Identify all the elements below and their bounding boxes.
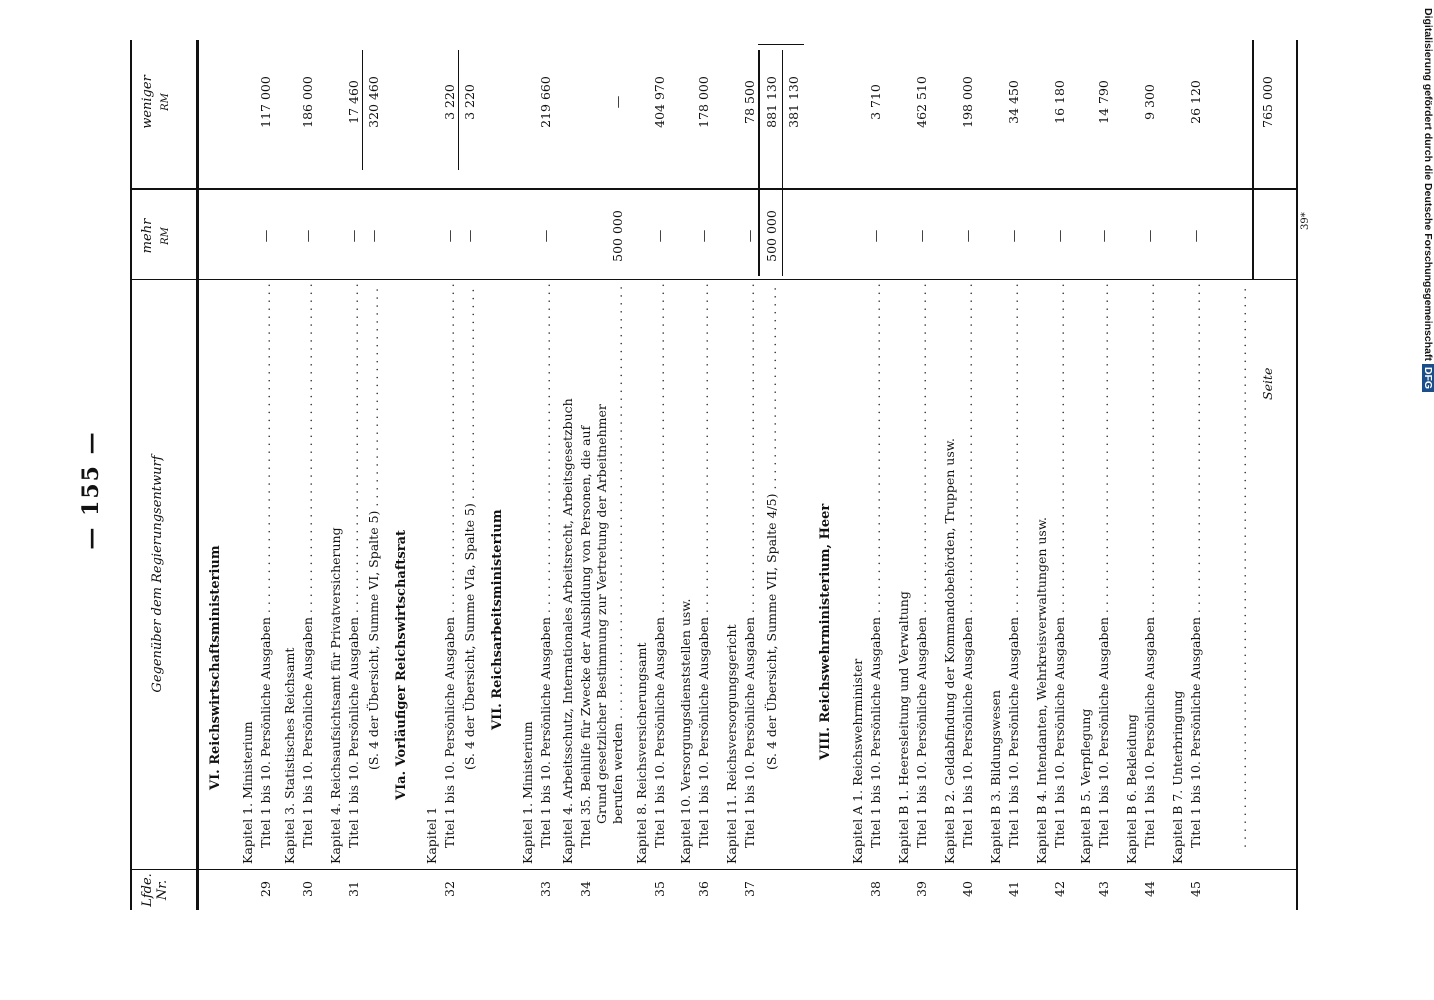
table-row bbox=[652, 0, 668, 1000]
seite-label: Seite bbox=[1260, 367, 1275, 400]
table-row bbox=[282, 0, 298, 1000]
mehr-value: — bbox=[1096, 229, 1111, 243]
weniger-value: 198 000 bbox=[960, 76, 975, 128]
table-row bbox=[1006, 0, 1022, 1000]
mehr-value: — bbox=[652, 229, 667, 243]
lfd-number: 30 bbox=[300, 881, 315, 897]
weniger-value: 117 000 bbox=[258, 76, 273, 128]
section-heading-via: VIa. Vorläufiger Reichswirtschaftsrat bbox=[394, 529, 409, 800]
table-row bbox=[724, 0, 740, 1000]
header-rule bbox=[196, 40, 199, 910]
kapitel-label: Kapitel 11. Reichsversorgungsgericht bbox=[724, 624, 739, 864]
lfd-number: 37 bbox=[742, 881, 757, 897]
balance-bracket bbox=[758, 44, 804, 45]
table-row bbox=[346, 0, 362, 1000]
lfd-number: 43 bbox=[1096, 881, 1111, 897]
titel-label: Titel 1 bis 10. Persönliche Ausgaben . . . bbox=[914, 284, 929, 848]
sum-row bbox=[366, 0, 382, 1000]
mehr-value: — bbox=[462, 229, 477, 243]
weniger-header: weniger bbox=[140, 75, 155, 129]
mehr-value: 500 000 bbox=[764, 210, 779, 262]
footnote-marker: 39* bbox=[1300, 212, 1311, 230]
total-rule bbox=[1252, 40, 1254, 280]
titel-label: Titel 1 bis 10. Persönliche Ausgaben . . . bbox=[258, 284, 273, 848]
weniger-value: 186 000 bbox=[300, 76, 315, 128]
total-row bbox=[1260, 0, 1276, 1000]
weniger-value: 3 220 bbox=[462, 84, 477, 120]
lfd-number: 33 bbox=[538, 881, 553, 897]
table-row bbox=[1142, 0, 1158, 1000]
table-row bbox=[560, 0, 576, 1000]
titel-label: Titel 1 bis 10. Persönliche Ausgaben . . . bbox=[1096, 284, 1111, 848]
lfd-number: 29 bbox=[258, 881, 273, 897]
kapitel-label: Kapitel B 4. Intendanten, Wehrkreisverwaltungen usw. bbox=[1034, 516, 1049, 864]
weniger-value: 320 460 bbox=[366, 76, 381, 128]
lfd-number: 42 bbox=[1052, 881, 1067, 897]
titel-label: Titel 1 bis 10. Persönliche Ausgaben . . . bbox=[346, 284, 361, 848]
sum-rule bbox=[362, 50, 363, 170]
kapitel-label: Kapitel B 6. Bekleidung bbox=[1124, 714, 1139, 864]
table-row bbox=[424, 0, 440, 1000]
kapitel-label: Kapitel 4. Arbeitsschutz, Internationales Arbeitsrecht, Arbeitsgesetzbuch bbox=[560, 398, 575, 864]
kapitel-label: Kapitel B 1. Heeresleitung und Verwaltung bbox=[896, 591, 911, 864]
table-row bbox=[960, 0, 976, 1000]
mehr-unit: RM bbox=[160, 227, 171, 245]
balance-rule bbox=[782, 50, 783, 276]
mehr-value: — bbox=[914, 229, 929, 243]
weniger-value: 34 450 bbox=[1006, 80, 1021, 124]
mehr-value: — bbox=[960, 229, 975, 243]
mehr-value: — bbox=[868, 229, 883, 243]
table-row bbox=[328, 0, 344, 1000]
table-row bbox=[1096, 0, 1112, 1000]
table-row bbox=[678, 0, 694, 1000]
table-row-continued bbox=[610, 0, 626, 1000]
lfd-number: 41 bbox=[1006, 881, 1021, 897]
mehr-value: — bbox=[538, 229, 553, 243]
table-row bbox=[1052, 0, 1068, 1000]
sum-row bbox=[462, 0, 478, 1000]
mehr-value: — bbox=[1052, 229, 1067, 243]
titel-label: Titel 1 bis 10. Persönliche Ausgaben . . . bbox=[1052, 284, 1067, 848]
table-row bbox=[696, 0, 712, 1000]
titel-label: Titel 1 bis 10. Persönliche Ausgaben . . . bbox=[696, 284, 711, 848]
kapitel-label: Kapitel 1 bbox=[424, 806, 439, 864]
lfd-number: 36 bbox=[696, 881, 711, 897]
sum-label: (S. 4 der Übersicht, Summe VI, Spalte 5) . . . bbox=[366, 284, 381, 770]
titel-label bbox=[1234, 284, 1249, 848]
weniger-value: 881 130 bbox=[764, 76, 779, 128]
lfd-number: 34 bbox=[578, 881, 593, 897]
weniger-value: 16 180 bbox=[1052, 80, 1067, 124]
table-row bbox=[868, 0, 884, 1000]
table-row bbox=[1078, 0, 1094, 1000]
kapitel-label: Kapitel 8. Reichsversicherungsamt bbox=[634, 642, 649, 864]
table-row bbox=[1216, 0, 1232, 1000]
mehr-value: — bbox=[1142, 229, 1157, 243]
table-row bbox=[742, 0, 758, 1000]
table-row bbox=[442, 0, 458, 1000]
weniger-value: 462 510 bbox=[914, 76, 929, 128]
table-row bbox=[896, 0, 912, 1000]
table-row bbox=[258, 0, 274, 1000]
table-row bbox=[850, 0, 866, 1000]
titel-label: Titel 1 bis 10. Persönliche Ausgaben . . . bbox=[538, 284, 553, 848]
section-heading-viii: VIII. Reichswehrministerium, Heer bbox=[818, 503, 833, 760]
kapitel-label: Kapitel 3. Statistisches Reichsamt bbox=[282, 647, 297, 864]
kapitel-label: Kapitel B 7. Unterbringung bbox=[1170, 690, 1185, 864]
lfd-number: 40 bbox=[960, 881, 975, 897]
weniger-value: 9 300 bbox=[1142, 84, 1157, 120]
weniger-value: 26 120 bbox=[1188, 80, 1203, 124]
balance-row bbox=[786, 0, 802, 1000]
table-row bbox=[578, 0, 594, 1000]
titel-label: Titel 1 bis 10. Persönliche Ausgaben . . . bbox=[1006, 284, 1021, 848]
table-row bbox=[1124, 0, 1140, 1000]
weniger-value: 178 000 bbox=[696, 76, 711, 128]
table-row bbox=[1234, 0, 1250, 1000]
mehr-value: — bbox=[442, 229, 457, 243]
mehr-value: — bbox=[742, 229, 757, 243]
page-number: — 155 — bbox=[78, 430, 104, 550]
titel-label-continued: Grund gesetzlicher Bestimmung zur Vertretung der Arbeitnehmer bbox=[594, 404, 609, 824]
weniger-value: 17 460 bbox=[346, 80, 361, 124]
kapitel-label: Kapitel B 2. Geldabfindung der Kommandobehörden, Truppen usw. bbox=[942, 438, 957, 864]
mehr-value: 500 000 bbox=[610, 210, 625, 262]
kapitel-label: Kapitel B 5. Verpflegung bbox=[1078, 708, 1093, 864]
table-row bbox=[520, 0, 536, 1000]
mehr-value: — bbox=[1006, 229, 1021, 243]
table-row bbox=[634, 0, 650, 1000]
section-heading-vi: VI. Reichswirtschaftsministerium bbox=[208, 545, 223, 790]
kapitel-label: Kapitel 1. Ministerium bbox=[240, 721, 255, 864]
titel-label: Titel 35. Beihilfe für Zwecke der Ausbildung von Personen, die auf bbox=[578, 425, 593, 848]
kapitel-label: Kapitel A 1. Reichswehrminister bbox=[850, 658, 865, 864]
balance-value: 381 130 bbox=[786, 76, 801, 128]
total-value: 765 000 bbox=[1260, 76, 1275, 128]
table-top-rule bbox=[130, 40, 132, 910]
table-row-continued bbox=[594, 0, 610, 1000]
titel-label-continued: berufen werden . . . bbox=[610, 284, 625, 824]
description-header: Gegenüber dem Regierungsentwurf bbox=[150, 455, 165, 693]
lfd-number: 32 bbox=[442, 881, 457, 897]
sum-rule bbox=[458, 50, 459, 170]
sum-row bbox=[764, 0, 780, 1000]
mehr-header: mehr bbox=[140, 218, 155, 254]
kapitel-label: Kapitel 1. Ministerium bbox=[520, 721, 535, 864]
lfd-number: 31 bbox=[346, 881, 361, 897]
kapitel-label: Kapitel 10. Versorgungsdienststellen usw. bbox=[678, 598, 693, 864]
table-row bbox=[538, 0, 554, 1000]
mehr-value: — bbox=[300, 229, 315, 243]
table-row bbox=[240, 0, 256, 1000]
lfd-number: 39 bbox=[914, 881, 929, 897]
kapitel-label: Kapitel 4. Reichsaufsichtsamt für Privatversicherung bbox=[328, 527, 343, 864]
mehr-value: — bbox=[696, 229, 711, 243]
dfg-logo: DFG bbox=[1422, 364, 1434, 392]
titel-label: Titel 1 bis 10. Persönliche Ausgaben . . . bbox=[868, 284, 883, 848]
titel-label: Titel 1 bis 10. Persönliche Ausgaben . . . bbox=[960, 284, 975, 848]
lfd-number: 45 bbox=[1188, 881, 1203, 897]
table-row bbox=[988, 0, 1004, 1000]
funding-text: Digitalisierung gefördert durch die Deutsche Forschungsgemeinschaft bbox=[1422, 8, 1434, 361]
sum-label: (S. 4 der Übersicht, Summe VII, Spalte 4/5) . . . bbox=[764, 284, 779, 770]
titel-label: Titel 1 bis 10. Persönliche Ausgaben . . . bbox=[1142, 284, 1157, 848]
section-heading-vii: VII. Reichsarbeitsministerium bbox=[490, 509, 505, 730]
weniger-value: 404 970 bbox=[652, 76, 667, 128]
mehr-value: — bbox=[366, 229, 381, 243]
table-row bbox=[1034, 0, 1050, 1000]
titel-label: Titel 1 bis 10. Persönliche Ausgaben . . . bbox=[742, 284, 757, 848]
weniger-unit: RM bbox=[160, 93, 171, 111]
table-bottom-rule bbox=[1296, 40, 1298, 910]
lfd-number: 38 bbox=[868, 881, 883, 897]
table-row bbox=[914, 0, 930, 1000]
weniger-value: 3 710 bbox=[868, 84, 883, 120]
titel-label: Titel 1 bis 10. Persönliche Ausgaben . . . bbox=[652, 284, 667, 848]
kapitel-label: Kapitel B 3. Bildungswesen bbox=[988, 690, 1003, 864]
table-row bbox=[1170, 0, 1186, 1000]
sum-rule bbox=[758, 50, 760, 276]
weniger-value: 219 660 bbox=[538, 76, 553, 128]
weniger-value: 14 790 bbox=[1096, 80, 1111, 124]
mehr-value: — bbox=[1188, 229, 1203, 243]
titel-label: Titel 1 bis 10. Persönliche Ausgaben . . . bbox=[1188, 284, 1203, 848]
sum-label: (S. 4 der Übersicht, Summe VIa, Spalte 5) . . . bbox=[462, 284, 477, 770]
titel-label: Titel 1 bis 10. Persönliche Ausgaben . . . bbox=[442, 284, 457, 848]
weniger-value: 3 220 bbox=[442, 84, 457, 120]
weniger-value: 78 500 bbox=[742, 80, 757, 124]
table-row bbox=[1188, 0, 1204, 1000]
weniger-value: — bbox=[610, 95, 625, 109]
lfd-number: 35 bbox=[652, 881, 667, 897]
table-row bbox=[300, 0, 316, 1000]
table-row bbox=[942, 0, 958, 1000]
lfd-header: Lfde. Nr. bbox=[140, 873, 170, 907]
lfd-number: 44 bbox=[1142, 881, 1157, 897]
mehr-value: — bbox=[346, 229, 361, 243]
mehr-value: — bbox=[258, 229, 273, 243]
titel-label: Titel 1 bis 10. Persönliche Ausgaben . . . bbox=[300, 284, 315, 848]
